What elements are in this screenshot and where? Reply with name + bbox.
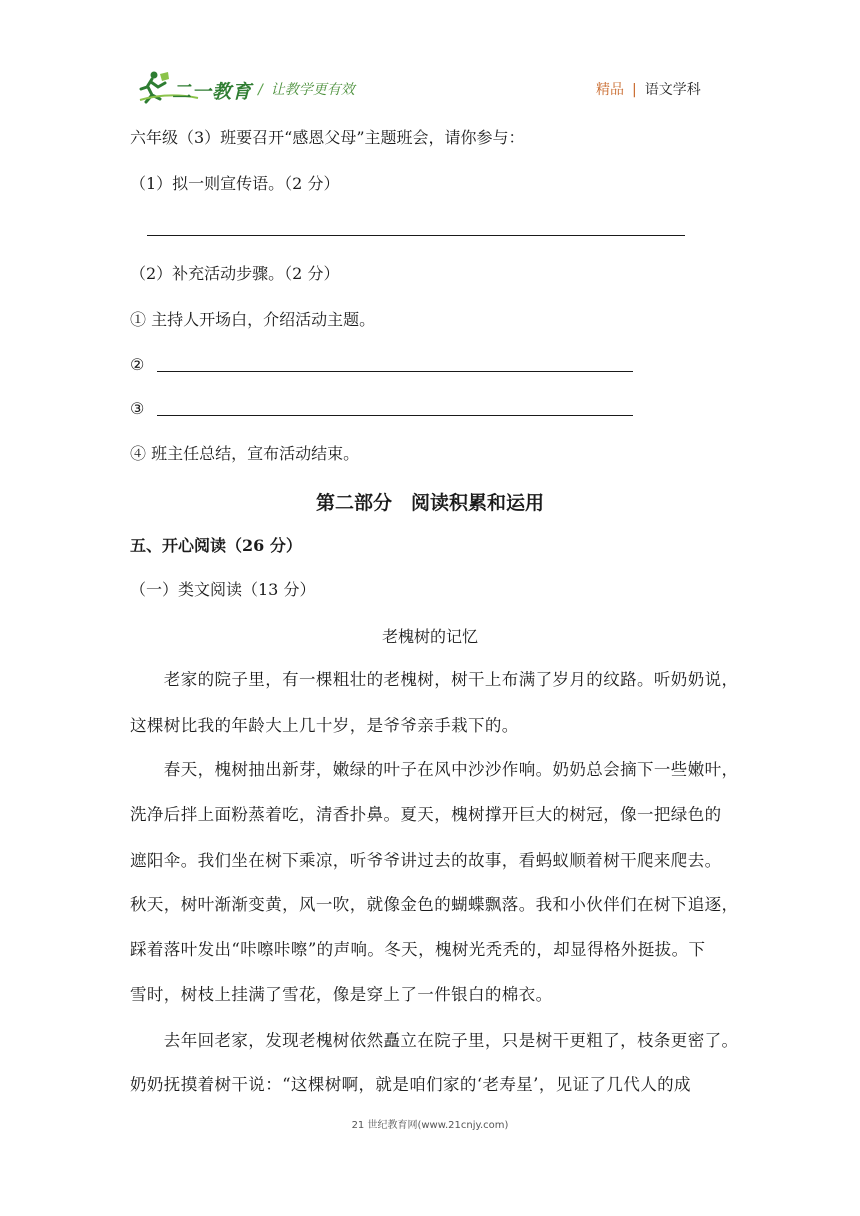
logo-text: 二一教育 <box>172 81 253 103</box>
article-line: 洗净后拌上面粉蒸着吃，清香扑鼻。夏天，槐树撑开巨大的树冠，像一把绿色的 <box>130 805 722 824</box>
article-title: 老槐树的记忆 <box>381 627 478 646</box>
header-tags: 精品 | 语文学科 <box>596 82 701 98</box>
article-line: 雪时，树枝上挂满了雪花，像是穿上了一件银白的棉衣。 <box>130 985 553 1004</box>
article-line: 去年回老家，发现老槐树依然矗立在院子里，只是树干更粗了，枝条更密了。 <box>130 1031 739 1050</box>
question-1: （1）拟一则宣传语。（2 分） <box>130 174 340 193</box>
quality-tag: 精品 <box>596 82 624 98</box>
subsection-1-heading: （一）类文阅读（13 分） <box>130 580 316 599</box>
article-line: 春天，槐树抽出新芽，嫩绿的叶子在风中沙沙作响。奶奶总会摘下一些嫩叶， <box>130 760 739 779</box>
article-line: 奶奶抚摸着树干说：“这棵树啊，就是咱们家的‘老寿星’，见证了几代人的成 <box>130 1075 691 1094</box>
part2-title: 第二部分 阅读积累和运用 <box>315 492 544 514</box>
answer-line-step-3 <box>157 415 633 416</box>
slogan-text: 让教学更有效 <box>270 82 355 98</box>
article-line: 秋天，树叶渐渐变黄，风一吹，就像金色的蝴蝶飘落。我和小伙伴们在树下追逐， <box>130 895 739 914</box>
page-footer: 21 世纪教育网(www.21cnjy.com) <box>351 1120 509 1131</box>
step-3-number: ③ <box>130 399 145 418</box>
article-line: 遮阳伞。我们坐在树下乘凉，听爷爷讲过去的故事，看蚂蚁顺着树干爬来爬去。 <box>130 851 722 870</box>
question-2: （2）补充活动步骤。（2 分） <box>130 264 340 283</box>
article-line: 这棵树比我的年龄大上几十岁，是爷爷亲手栽下的。 <box>130 716 519 735</box>
section4-intro: 六年级（3）班要召开“感恩父母”主题班会，请你参与： <box>130 128 525 147</box>
step-2-number: ② <box>130 355 145 374</box>
page-header <box>0 0 860 120</box>
answer-line-step-2 <box>157 371 633 372</box>
article-line: 踩着落叶发出“咔嚓咔嚓”的声响。冬天，槐树光秃秃的，却显得格外挺拔。下 <box>130 940 706 959</box>
subject-tag: 语文学科 <box>644 82 701 98</box>
section5-heading: 五、开心阅读（26 分） <box>130 536 302 555</box>
step-1: ① 主持人开场白，介绍活动主题。 <box>130 310 376 329</box>
answer-line-1 <box>147 235 685 236</box>
slogan: / 让教学更有效 <box>258 82 355 98</box>
article-line: 老家的院子里，有一棵粗壮的老槐树，树干上布满了岁月的纹路。听奶奶说， <box>130 670 739 689</box>
step-4: ④ 班主任总结，宣布活动结束。 <box>130 444 360 463</box>
